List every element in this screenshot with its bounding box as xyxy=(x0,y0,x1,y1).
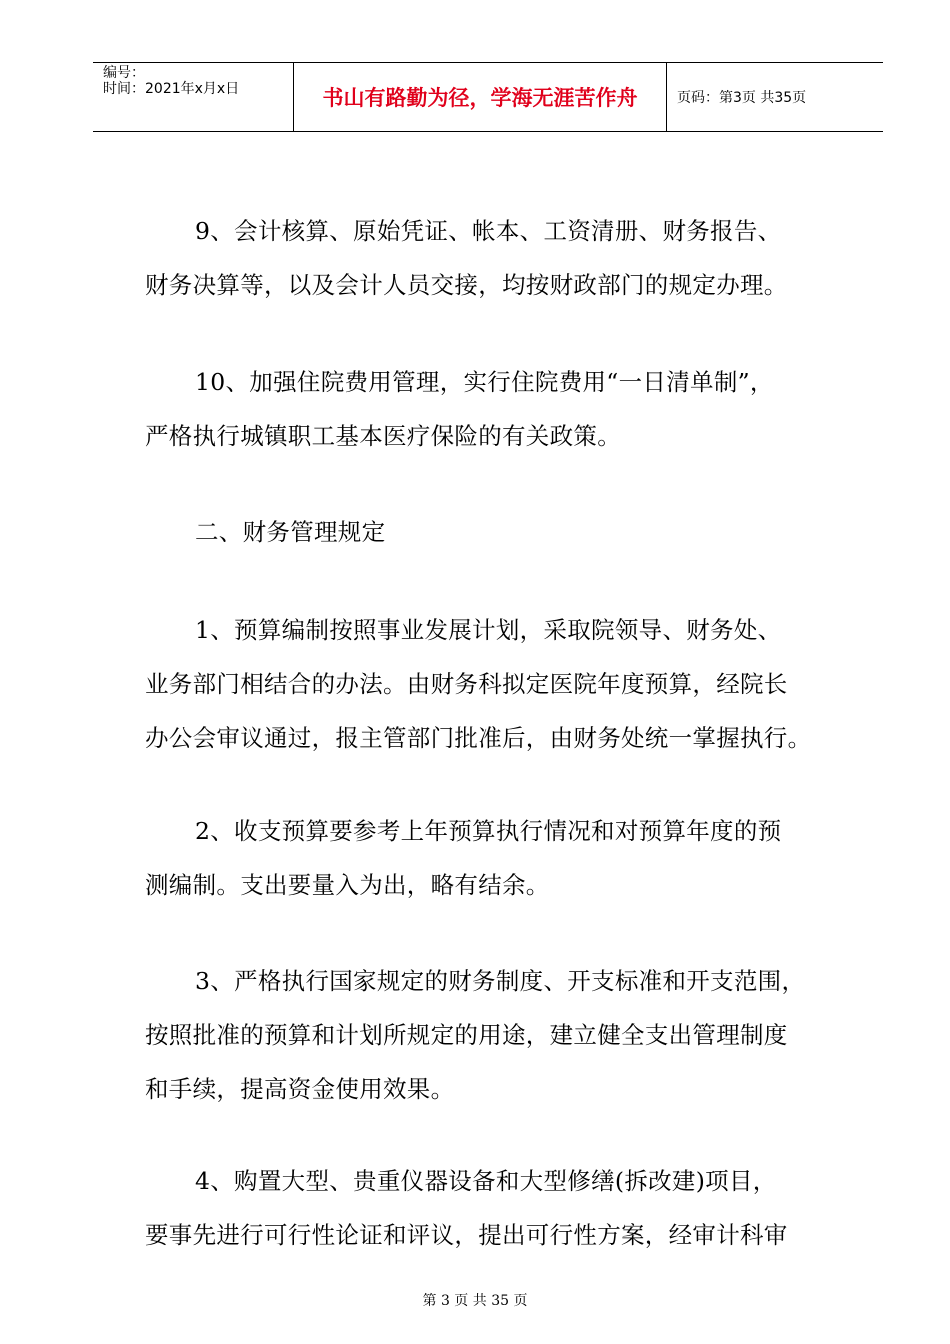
paragraph-line: 和手续，提高资金使用效果。 xyxy=(145,1075,455,1103)
section-heading-text: 二、财务管理规定 xyxy=(195,518,386,546)
paragraph-line: 按照批准的预算和计划所规定的用途，建立健全支出管理制度 xyxy=(145,1021,788,1049)
paragraph-line: 财务决算等，以及会计人员交接，均按财政部门的规定办理。 xyxy=(145,271,788,299)
paragraph-line: 1、预算编制按照事业发展计划，采取院领导、财务处、 xyxy=(195,616,782,644)
section-heading xyxy=(145,508,857,556)
page-footer: 第 3 页 共 35 页 xyxy=(422,1293,528,1309)
paragraph-item-1 xyxy=(145,606,857,762)
paragraph-item-10 xyxy=(145,358,857,460)
paragraph-line: 2、收支预算要参考上年预算执行情况和对预算年度的预 xyxy=(195,817,782,845)
paragraph-line: 要事先进行可行性论证和评议，提出可行性方案，经审计科审 xyxy=(145,1221,788,1249)
paragraph-item-9 xyxy=(145,207,857,309)
paragraph-line: 9、会计核算、原始凭证、帐本、工资清册、财务报告、 xyxy=(195,217,782,245)
time-label: 时间：2021年x月x日 xyxy=(103,81,240,97)
header-motto: 书山有路勤为径，学海无涯苦作舟 xyxy=(294,63,667,131)
page-header xyxy=(93,62,883,132)
paragraph-line: 4、购置大型、贵重仪器设备和大型修缮(拆改建)项目， xyxy=(195,1167,777,1195)
header-page-info: 页码：第3页 共35页 xyxy=(677,90,807,106)
paragraph-line: 测编制。支出要量入为出，略有结余。 xyxy=(145,871,550,899)
paragraph-line: 10、加强住院费用管理，实行住院费用“一日清单制”， xyxy=(195,368,774,396)
header-meta xyxy=(93,63,294,131)
paragraph-item-2 xyxy=(145,807,857,909)
serial-label: 编号： xyxy=(103,65,145,81)
paragraph-line: 3、严格执行国家规定的财务制度、开支标准和开支范围， xyxy=(195,967,806,995)
paragraph-item-4 xyxy=(145,1157,857,1259)
paragraph-line: 严格执行城镇职工基本医疗保险的有关政策。 xyxy=(145,422,621,450)
paragraph-line: 业务部门相结合的办法。由财务科拟定医院年度预算，经院长 xyxy=(145,670,788,698)
paragraph-line: 办公会审议通过，报主管部门批准后，由财务处统一掌握执行。 xyxy=(145,724,812,752)
paragraph-item-3 xyxy=(145,957,857,1113)
